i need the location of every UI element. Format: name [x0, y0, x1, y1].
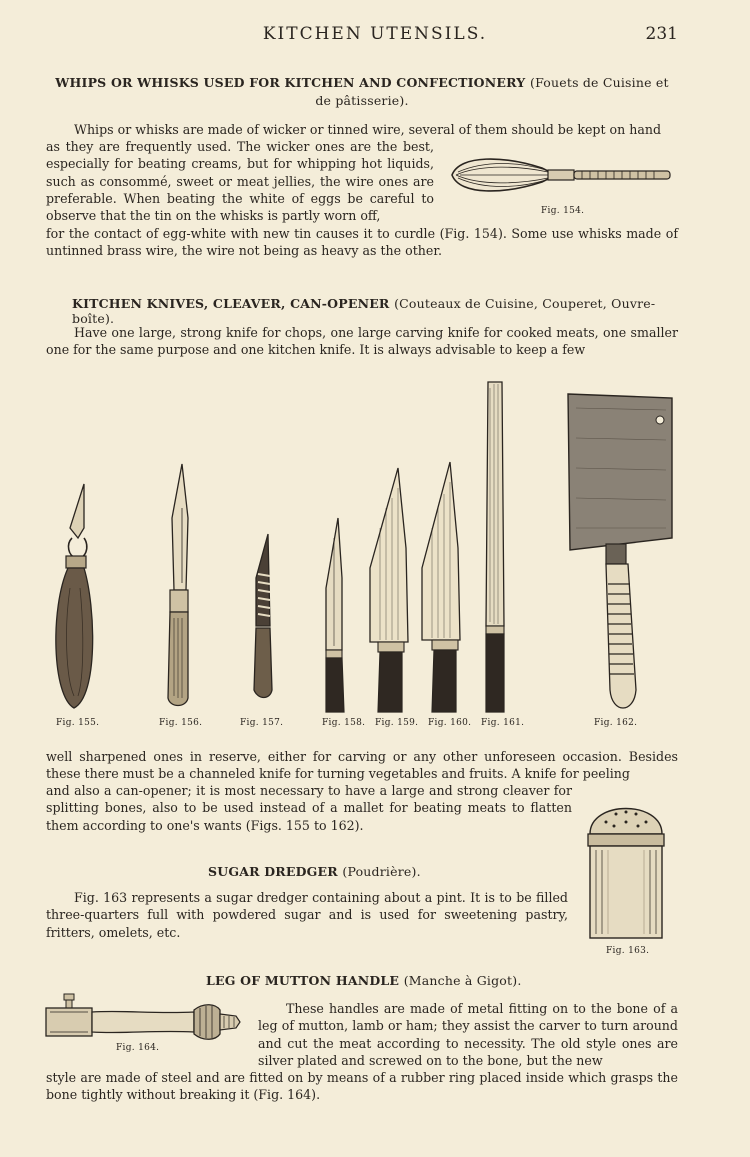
mutton-para-wrap: These handles are made of metal fitting on to the bone of a leg of mutton, lamb or ham; they assist the carver to turn around and cut the meat according to necessity. The old style ones are silver plated and screwed on to the bone, but the new: [258, 1001, 678, 1068]
fig-159-carving-knife: [370, 468, 408, 712]
fig-162-cleaver: [568, 394, 672, 708]
fig-160-large-knife: [422, 462, 460, 712]
whisks-title-en: WHIPS OR WHISKS USED FOR KITCHEN AND CONFECTIONERY: [55, 75, 526, 90]
fig-162-label: Fig. 162.: [594, 718, 638, 728]
whisk-illustration: [450, 150, 675, 200]
knives-title-en: KITCHEN KNIVES, CLEAVER, CAN-OPENER: [72, 296, 390, 311]
sugar-para: Fig. 163 represents a sugar dredger containing about a pint. It is to be filled three-quarters full with powdered sugar and is used for sweetening pastry, fritters, omelets, etc.: [46, 890, 568, 940]
mutton-section-title: [206, 973, 626, 988]
mutton-title-en: LEG OF MUTTON HANDLE: [206, 973, 400, 988]
fig-164-label: Fig. 164.: [116, 1043, 160, 1053]
knives-title-fr: (Couteaux de Cuisine, Couperet, Ouvre-boîte).: [72, 296, 656, 326]
sugar-title-en: SUGAR DREDGER: [208, 864, 338, 879]
fig-157-kitchen-knife: [254, 534, 272, 698]
knives-para-after-lead: well sharpened ones in reserve, either for carving or any other unforeseen occasion. Besides these there must be a channeled knife for turning vegetables and fruits. A knife for peeling: [46, 749, 678, 782]
fig-157-label: Fig. 157.: [240, 718, 284, 728]
knives-para-top: Have one large, strong knife for chops, one large carving knife for cooked meats, one smaller one for the same purpose and one kitchen knife. It is always advisable to keep a few: [46, 325, 678, 358]
whisks-section-title: [46, 74, 678, 110]
fig-155-can-opener: [56, 484, 93, 708]
fig-156-label: Fig. 156.: [159, 718, 203, 728]
fig-161-steel: [486, 382, 504, 712]
knives-illustration: [40, 378, 720, 718]
whisks-para-lead: Whips or whisks are made of wicker or tinned wire, several of them should be kept on hand: [74, 122, 662, 137]
sugar-title-fr: (Poudrière).: [342, 864, 421, 879]
sugar-section-title: [208, 864, 588, 879]
whisks-para-tail: for the contact of egg-white with new tin causes it to curdle (Fig. 154). Some use whisks made of untinned brass wire, the wire not being as heavy as the other.: [46, 226, 678, 259]
fig-161-label: Fig. 161.: [481, 718, 525, 728]
fig-155-label: Fig. 155.: [56, 718, 100, 728]
fig-158-small-carving-knife: [326, 518, 344, 712]
fig-163-label: Fig. 163.: [606, 946, 650, 956]
whisks-title-fr: (Fouets de Cuisine et de pâtisserie).: [315, 75, 669, 108]
knives-section-title: [72, 296, 672, 326]
mutton-title-fr: (Manche à Gigot).: [403, 973, 522, 988]
fig-154-label: Fig. 154.: [541, 206, 585, 216]
page-number: 231: [645, 24, 678, 44]
knives-para-after-wrap: and also a can-opener; it is most necessary to have a large and strong cleaver for splitting bones, also to be used instead of a mallet for beating meats to flatten them according to one's wants (Figs. 155 to 162).: [46, 783, 572, 833]
fig-160-label: Fig. 160.: [428, 718, 472, 728]
fig-156-channel-knife: [168, 464, 188, 706]
mutton-para-tail: style are made of steel and are fitted on by means of a rubber ring placed inside which grasps the bone tightly without breaking it (Fig. 164).: [46, 1070, 678, 1103]
mutton-handle-illustration: [44, 994, 244, 1042]
whisks-para-wrap: as they are frequently used. The wicker ones are the best, especially for beating creams, but for whipping hot liquids, such as consommé, sweet or meat jellies, the wire ones are preferable. When beating the white of eggs be careful to observe that the tin on the whisks is partly worn off,: [46, 139, 434, 224]
sugar-dredger-illustration: [584, 794, 668, 942]
running-title: KITCHEN UTENSILS.: [262, 24, 488, 44]
fig-158-label: Fig. 158.: [322, 718, 366, 728]
fig-159-label: Fig. 159.: [375, 718, 419, 728]
